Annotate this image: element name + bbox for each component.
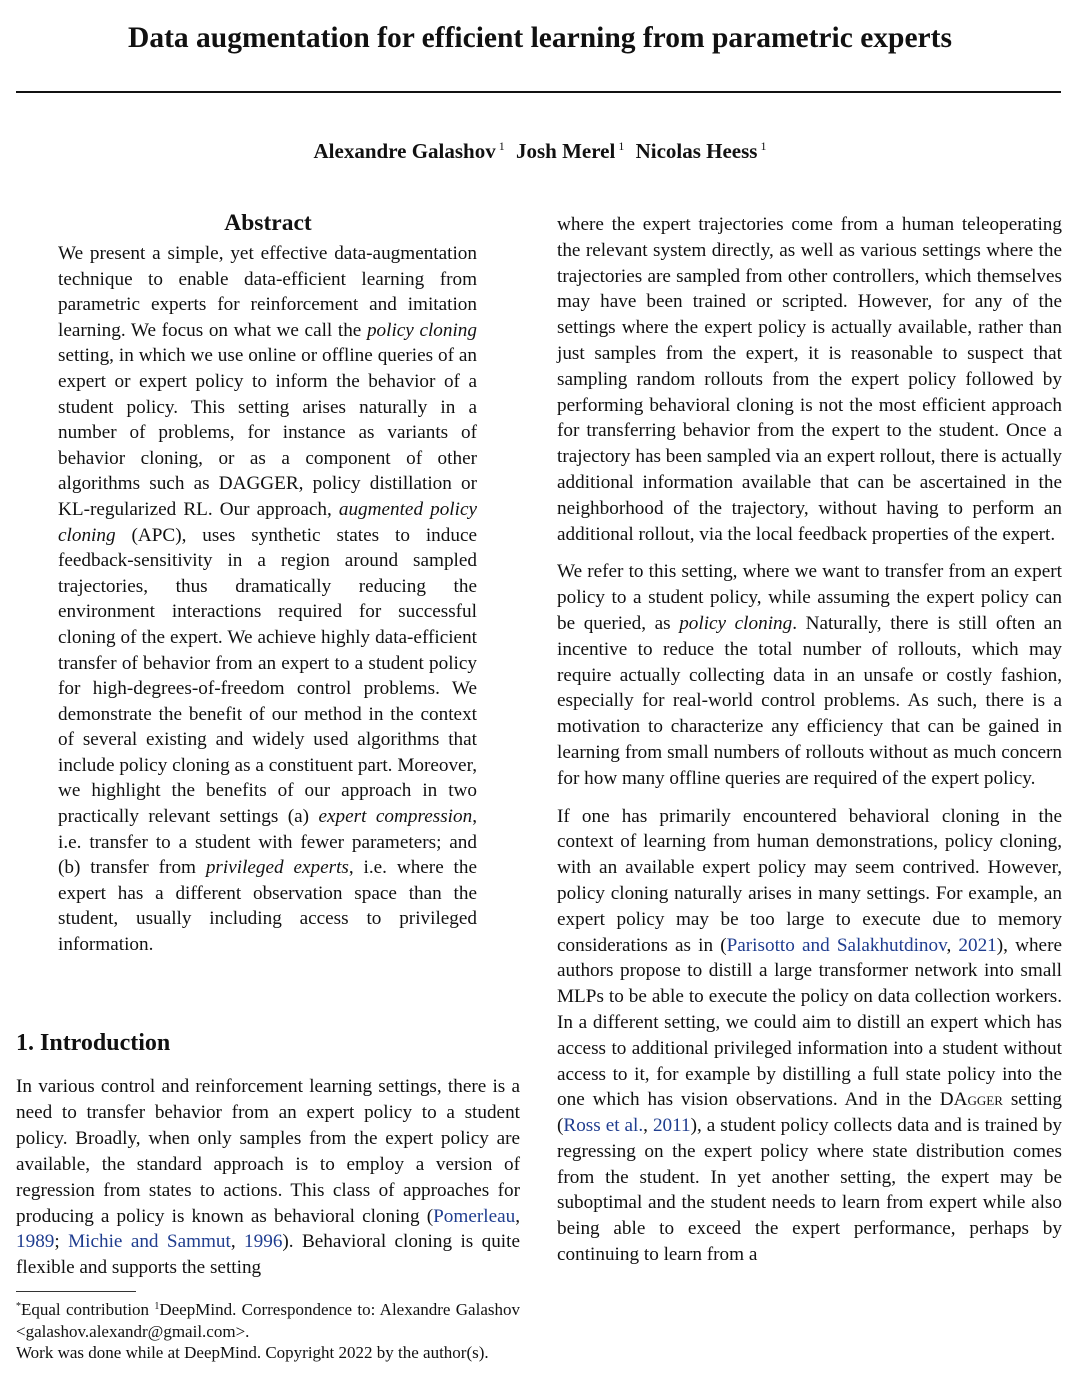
citation-link[interactable]: 2021 — [958, 934, 997, 956]
author: Nicolas Heess $^1$ — [635, 139, 767, 163]
title-rule — [16, 91, 1061, 93]
paragraph: We refer to this setting, where we want to transfer from an expert policy to a student policy, while assuming the expert policy can be queried, as policy cloning. Naturally, there is still often an incentive to reduce the total number of rollouts, which may require actually collecting data in an unsafe or costly fashion, especially for real-world control problems. As such, there is a motivation to characterize any efficiency that can be gained in learning from small numbers of rollouts without as much concern for how many offline queries are required of the expert policy. — [557, 561, 1063, 789]
citation-link[interactable]: Ross et al. — [563, 1115, 644, 1137]
paragraph: If one has primarily encountered behavioral cloning in the context of learning from human demonstrations, policy cloning, with an available expert policy may seem contrived. However, policy cloning naturally arises in many settings. For example, an expert policy may be too large to execute due to memory considerations as in (Parisotto and Salakhutdinov, 2021), where authors propose to distill a large transformer network into small MLPs to be able to execute the policy on data collection workers. In a different setting, we could aim to distill an expert which has access to additional privileged information into a student without access to it, for example by distilling a full state policy into the one which has vision observations. And in the DAgger setting (Ross et al., 2011), a student policy collects data and is trained by regressing on the expert policy where state distribution comes from the student. In yet another setting, the expert may be suboptimal and the student needs to learn from expert while also being able to exceed the expert performance, perhaps by continuing to learn from a — [557, 805, 1063, 1266]
author-list — [0, 139, 1080, 164]
abstract-heading: Abstract — [224, 210, 312, 236]
introduction-paragraph: In various control and reinforcement learning settings, there is a need to transfer behavior from an expert policy to a student policy. Broadly, when only samples from the expert policy are available, the standard approach is to employ a version of regression from states to actions. This class of approaches for producing a policy is known as behavioral cloning (Pomerleau, 1989; Michie and Sammut, 1996). Behavioral cloning is quite flexible and supports the setting — [16, 1076, 520, 1279]
dagger-name: DAgger — [939, 1089, 1003, 1111]
footnote-rule — [16, 1291, 136, 1292]
author: Alexandre Galashov $^1$ — [313, 139, 505, 163]
right-column — [557, 212, 1062, 1280]
paragraph: where the expert trajectories come from a human teleoperating the relevant system directly, as well as various settings where the trajectories are sampled from other controllers, which themselves may have been trained or scripted. However, for any of the settings where the expert policy is actually available, rather than just samples from the expert, it is reasonable to suspect that sampling random rollouts from the expert policy followed by performing behavioral cloning is not the most efficient approach for transferring behavior from the expert to the student. Once a trajectory has been sampled via an expert rollout, there is actually additional information available that can be ascertained in the neighborhood of the trajectory, without having to perform an additional rollout, via the local feedback properties of the expert. — [557, 214, 1062, 545]
citation-link[interactable]: Parisotto and Salakhutdinov — [726, 934, 947, 956]
section-heading-introduction: 1. Introduction — [16, 1030, 171, 1056]
footnote: *Equal contribution $^1$DeepMind. Correspondence to: Alexandre Galashov <galashov.alexandr@gmail.com>. Work was done while at DeepMind. Copyright 2022 by the author(s). — [16, 1300, 520, 1362]
citation-link[interactable]: 2011 — [652, 1115, 691, 1137]
author: Josh Merel $^1$ — [515, 139, 625, 163]
citation-link[interactable]: Michie and Sammut — [68, 1231, 231, 1253]
abstract-text: We present a simple, yet effective data-augmentation technique to enable data-efficient learning from parametric experts for reinforcement and imitation learning. We focus on what we call the policy cloning setting, in which we use online or offline queries of an expert or expert policy to inform the behavior of a student policy. This setting arises naturally in a number of problems, for instance as variants of behavior cloning, or as a component of other algorithms such as DAGGER, policy distillation or KL-regularized RL. Our approach, augmented policy cloning (APC), uses synthetic states to induce feedback-sensitivity in a region around sampled trajectories, thus dramatically reducing the environment interactions required for successful cloning of the expert. We achieve highly data-efficient transfer of behavior from an expert to a student policy for high-degrees-of-freedom control problems. We demonstrate the benefit of our method in the context of several existing and widely used algorithms that include policy cloning as a constituent part. Moreover, we highlight the benefits of our approach in two practically relevant settings (a) expert compression, i.e. transfer to a student with fewer parameters; and (b) transfer from privileged experts, i.e. where the expert has a different observation space than the student, usually including access to privileged information. — [58, 243, 478, 956]
citation-link[interactable]: 1989 — [16, 1231, 55, 1253]
citation-link[interactable]: 1996 — [244, 1231, 283, 1253]
paper-title: Data augmentation for efficient learning from parametric experts — [128, 22, 952, 54]
citation-link[interactable]: Pomerleau — [433, 1205, 516, 1227]
